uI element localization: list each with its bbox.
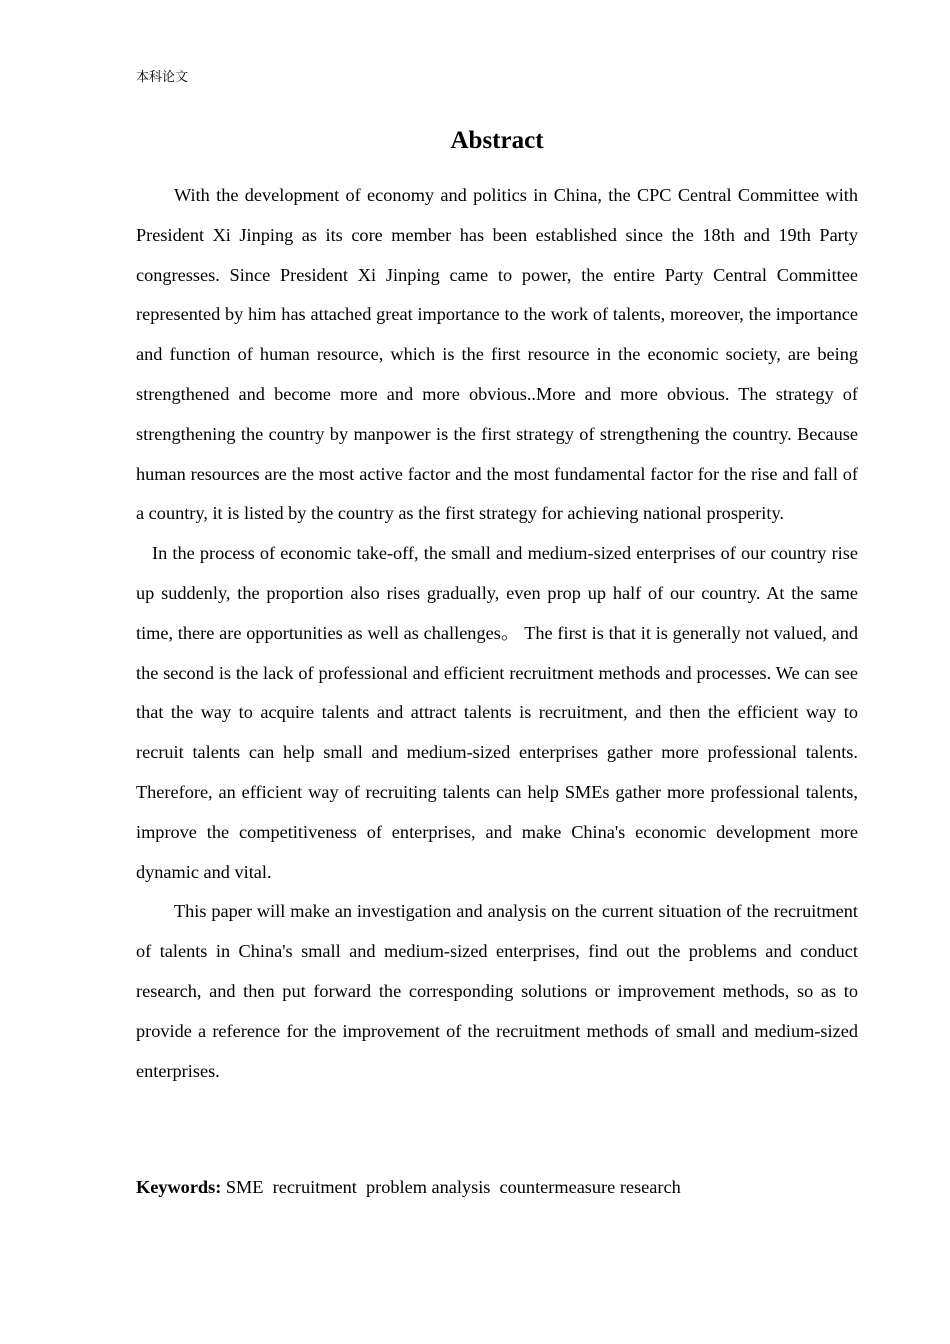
abstract-paragraph-2: In the process of economic take-off, the small and medium-sized enterprises of our country rise up suddenly, the proportion also rises gradually, even prop up half of our country. At the same time, there are opportunities as well as challenges。 The first is that it is generally not valued, and the second is the lack of professional and efficient recruitment methods and processes. We can see that the way to acquire talents and attract talents is recruitment, and then the efficient way to recruit talents can help small and medium-sized enterprises gather more professional talents. Therefore, an efficient way of recruiting talents can help SMEs gather more professional talents, improve the competitiveness of enterprises, and make China's economic development more dynamic and vital. [136, 543, 858, 882]
abstract-paragraph-1: With the development of economy and politics in China, the CPC Central Committee with President Xi Jinping as its core member has been established since the 18th and 19th Party congresses. Since President Xi Jinping came to power, the entire Party Central Committee represented by him has attached great importance to the work of talents, moreover, the importance and function of human resource, which is the first resource in the economic society, are being strengthened and become more and more obvious..More and more obvious. The strategy of strengthening the country by manpower is the first strategy of strengthening the country. Because human resources are the most active factor and the most fundamental factor for the rise and fall of a country, it is listed by the country as the first strategy for achieving national prosperity. [136, 185, 858, 524]
abstract-title: Abstract [450, 127, 544, 154]
abstract-paragraph-3: This paper will make an investigation and analysis on the current situation of the recruitment of talents in China's small and medium-sized enterprises, find out the problems and conduct research, and then put forward the corresponding solutions or improvement methods, so as to provide a reference for the improvement of the recruitment methods of small and medium-sized enterprises. [136, 901, 858, 1081]
abstract-body [136, 176, 858, 1091]
keywords-value: SME recruitment problem analysis countermeasure research [221, 1177, 681, 1197]
keywords-label: Keywords: [136, 1177, 222, 1197]
running-header: 本科论文 [136, 70, 189, 85]
keywords-line [136, 1170, 858, 1204]
